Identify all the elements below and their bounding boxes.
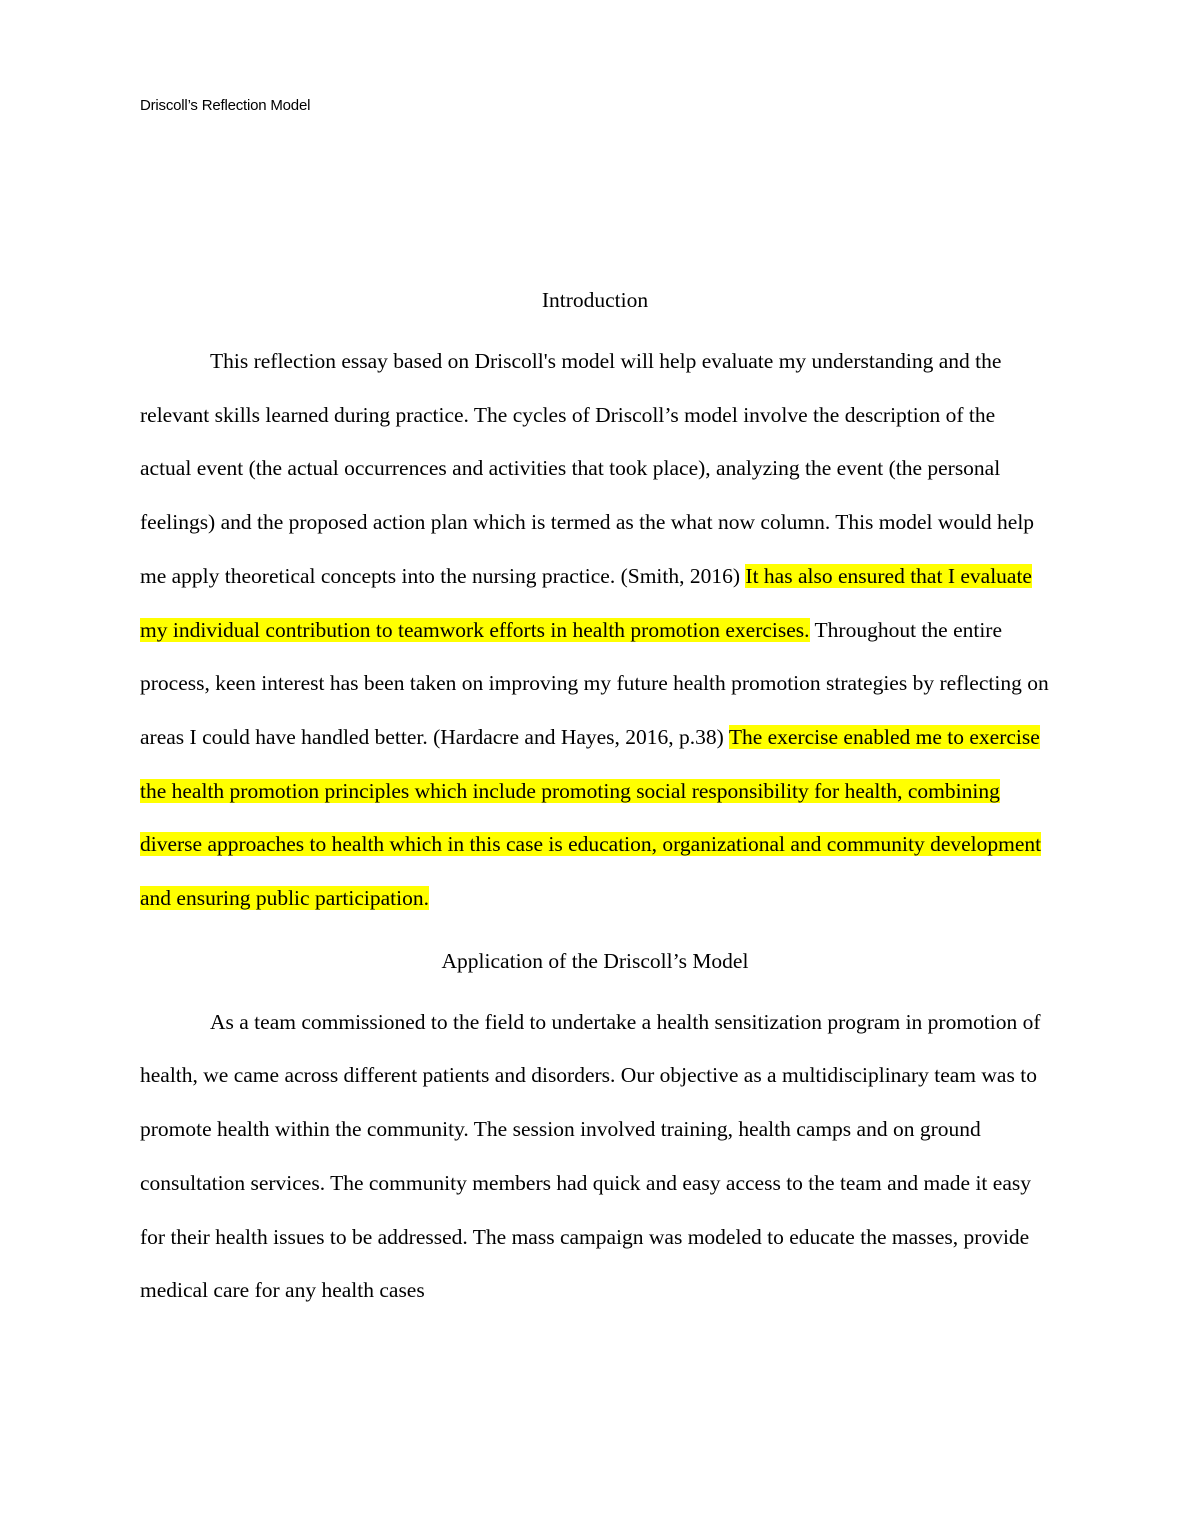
section-heading-introduction: Introduction <box>541 288 649 312</box>
highlighted-text-1: It has also ensured that I evaluate my individual contribution to teamwork efforts in health promotion exercises. <box>140 563 1032 642</box>
highlighted-text-2: The exercise enabled me to exercise the health promotion principles which include promoting social responsibility for health, combining diverse approaches to health which in this case is education, organizational and community development and ensuring public participation. <box>140 724 1042 911</box>
running-header: Driscoll’s Reflection Model <box>140 97 311 114</box>
introduction-text-part-1: This reflection essay based on Driscoll's model will help evaluate my understanding and the relevant skills learned during practice. The cycles of Driscoll’s model involve the description of the actual event (the actual occurrences and activities that took place), analyzing the event (the personal feelings) and the proposed action plan which is termed as the what now column. This model would help me apply theoretical concepts into the nursing practice. (Smith, 2016) <box>140 349 1035 588</box>
application-paragraph <box>140 996 1050 1318</box>
introduction-text-part-2: Throughout the entire process, keen interest has been taken on improving my future health promotion strategies by reflecting on areas I could have handled better. (Hardacre and Hayes, 2016, p.38) <box>140 617 1049 749</box>
introduction-paragraph <box>140 335 1050 926</box>
application-text: As a team commissioned to the field to undertake a health sensitization program in promotion of health, we came across different patients and disorders. Our objective as a multidisciplinary team was to promote health within the community. The session involved training, health camps and on ground consultation services. The community members had quick and easy access to the team and made it easy for their health issues to be addressed. The mass campaign was modeled to educate the masses, provide medical care for any health cases <box>140 1009 1041 1303</box>
document-body <box>140 265 1050 1318</box>
section-heading-application: Application of the Driscoll’s Model <box>441 948 749 973</box>
